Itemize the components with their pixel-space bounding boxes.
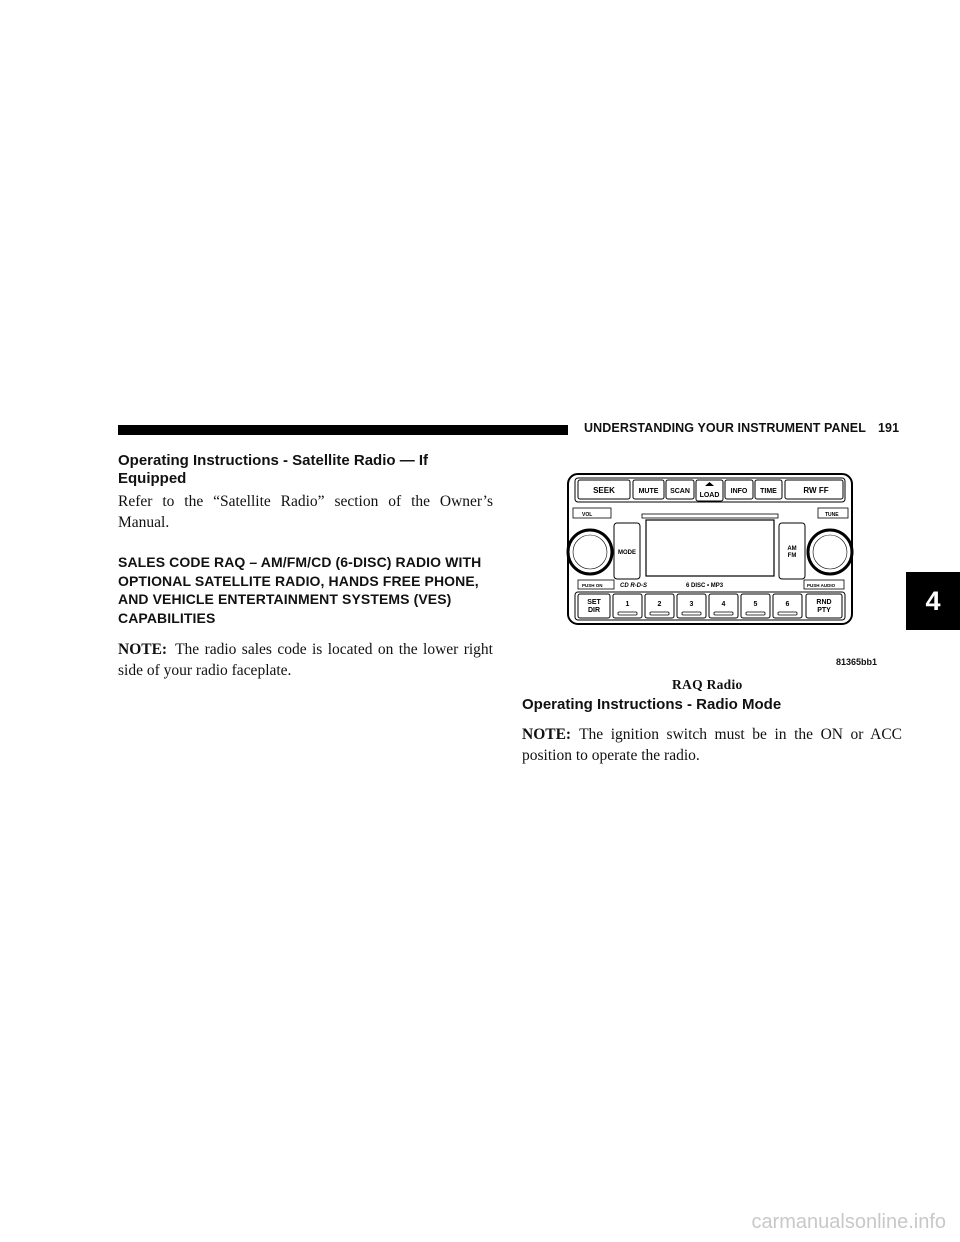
push-on-label: PUSH ON (582, 583, 603, 588)
push-audio-label: PUSH AUDIO (807, 583, 836, 588)
rds-logo: CD R-D-S (620, 583, 647, 589)
pty-label: PTY (817, 607, 831, 614)
preset-3-label: 3 (689, 601, 694, 608)
preset-5-label: 5 (753, 601, 758, 608)
load-button-label: LOAD (699, 492, 720, 499)
header-title: UNDERSTANDING YOUR INSTRUMENT PANEL (584, 421, 866, 435)
scan-button-label: SCAN (670, 488, 690, 495)
seek-button-label: SEEK (593, 486, 615, 495)
note-ignition (522, 724, 902, 766)
heading-radio-mode: Operating Instructions - Radio Mode (522, 696, 782, 713)
note-label: NOTE: (118, 641, 168, 658)
time-button-label: TIME (760, 488, 777, 495)
disc-mp3-label: 6 DISC • MP3 (686, 583, 724, 589)
running-header (584, 421, 899, 435)
dir-label: DIR (587, 607, 601, 614)
figure-caption: RAQ Radio (672, 677, 743, 692)
tune-label: TUNE (825, 512, 839, 518)
mode-button-label: MODE (618, 550, 636, 556)
radio-faceplate-illustration (566, 472, 856, 628)
preset-1-label: 1 (625, 601, 630, 608)
volume-knob (568, 530, 612, 574)
note-text: The radio sales code is located on the lower right side of your radio faceplate. (118, 641, 493, 679)
mute-button-label: MUTE (638, 488, 659, 495)
preset-4-label: 4 (721, 601, 726, 608)
heading-sales-code-raq: SALES CODE RAQ – AM/FM/CD (6-DISC) RADIO WITH OPTIONAL SATELLITE RADIO, HANDS FREE PHONE, AND VEHICLE ENTERTAINMENT SYSTEMS (VES) CAPABILITIES (118, 554, 482, 626)
preset-2-label: 2 (657, 601, 662, 608)
right-column (522, 696, 902, 766)
fm-label: FM (787, 553, 797, 559)
tune-knob (808, 530, 852, 574)
left-column (118, 452, 493, 681)
rwff-button-label: RW FF (803, 486, 829, 495)
preset-6-label: 6 (785, 601, 790, 608)
note-sales-code (118, 639, 493, 681)
note-text: The ignition switch must be in the ON or ACC position to operate the radio. (522, 726, 902, 764)
radio-figure (566, 472, 856, 633)
figure-code: 81365bb1 (836, 657, 878, 667)
paragraph-satellite-radio: Refer to the “Satellite Radio” section of the Owner’s Manual. (118, 493, 493, 531)
am-label: AM (787, 546, 797, 552)
page-number: 191 (877, 421, 900, 435)
set-label: SET (587, 599, 601, 606)
rnd-label: RND (816, 599, 832, 606)
chapter-tab: 4 (906, 572, 960, 630)
info-button-label: INFO (730, 488, 748, 495)
radio-display (646, 520, 774, 576)
header-rule (118, 425, 568, 435)
vol-label: VOL (582, 512, 593, 518)
watermark: carmanualsonline.info (751, 1211, 946, 1233)
cd-slot (642, 514, 778, 518)
note-label: NOTE: (522, 726, 572, 743)
heading-satellite-radio: Operating Instructions - Satellite Radio — If Equipped (118, 452, 429, 487)
